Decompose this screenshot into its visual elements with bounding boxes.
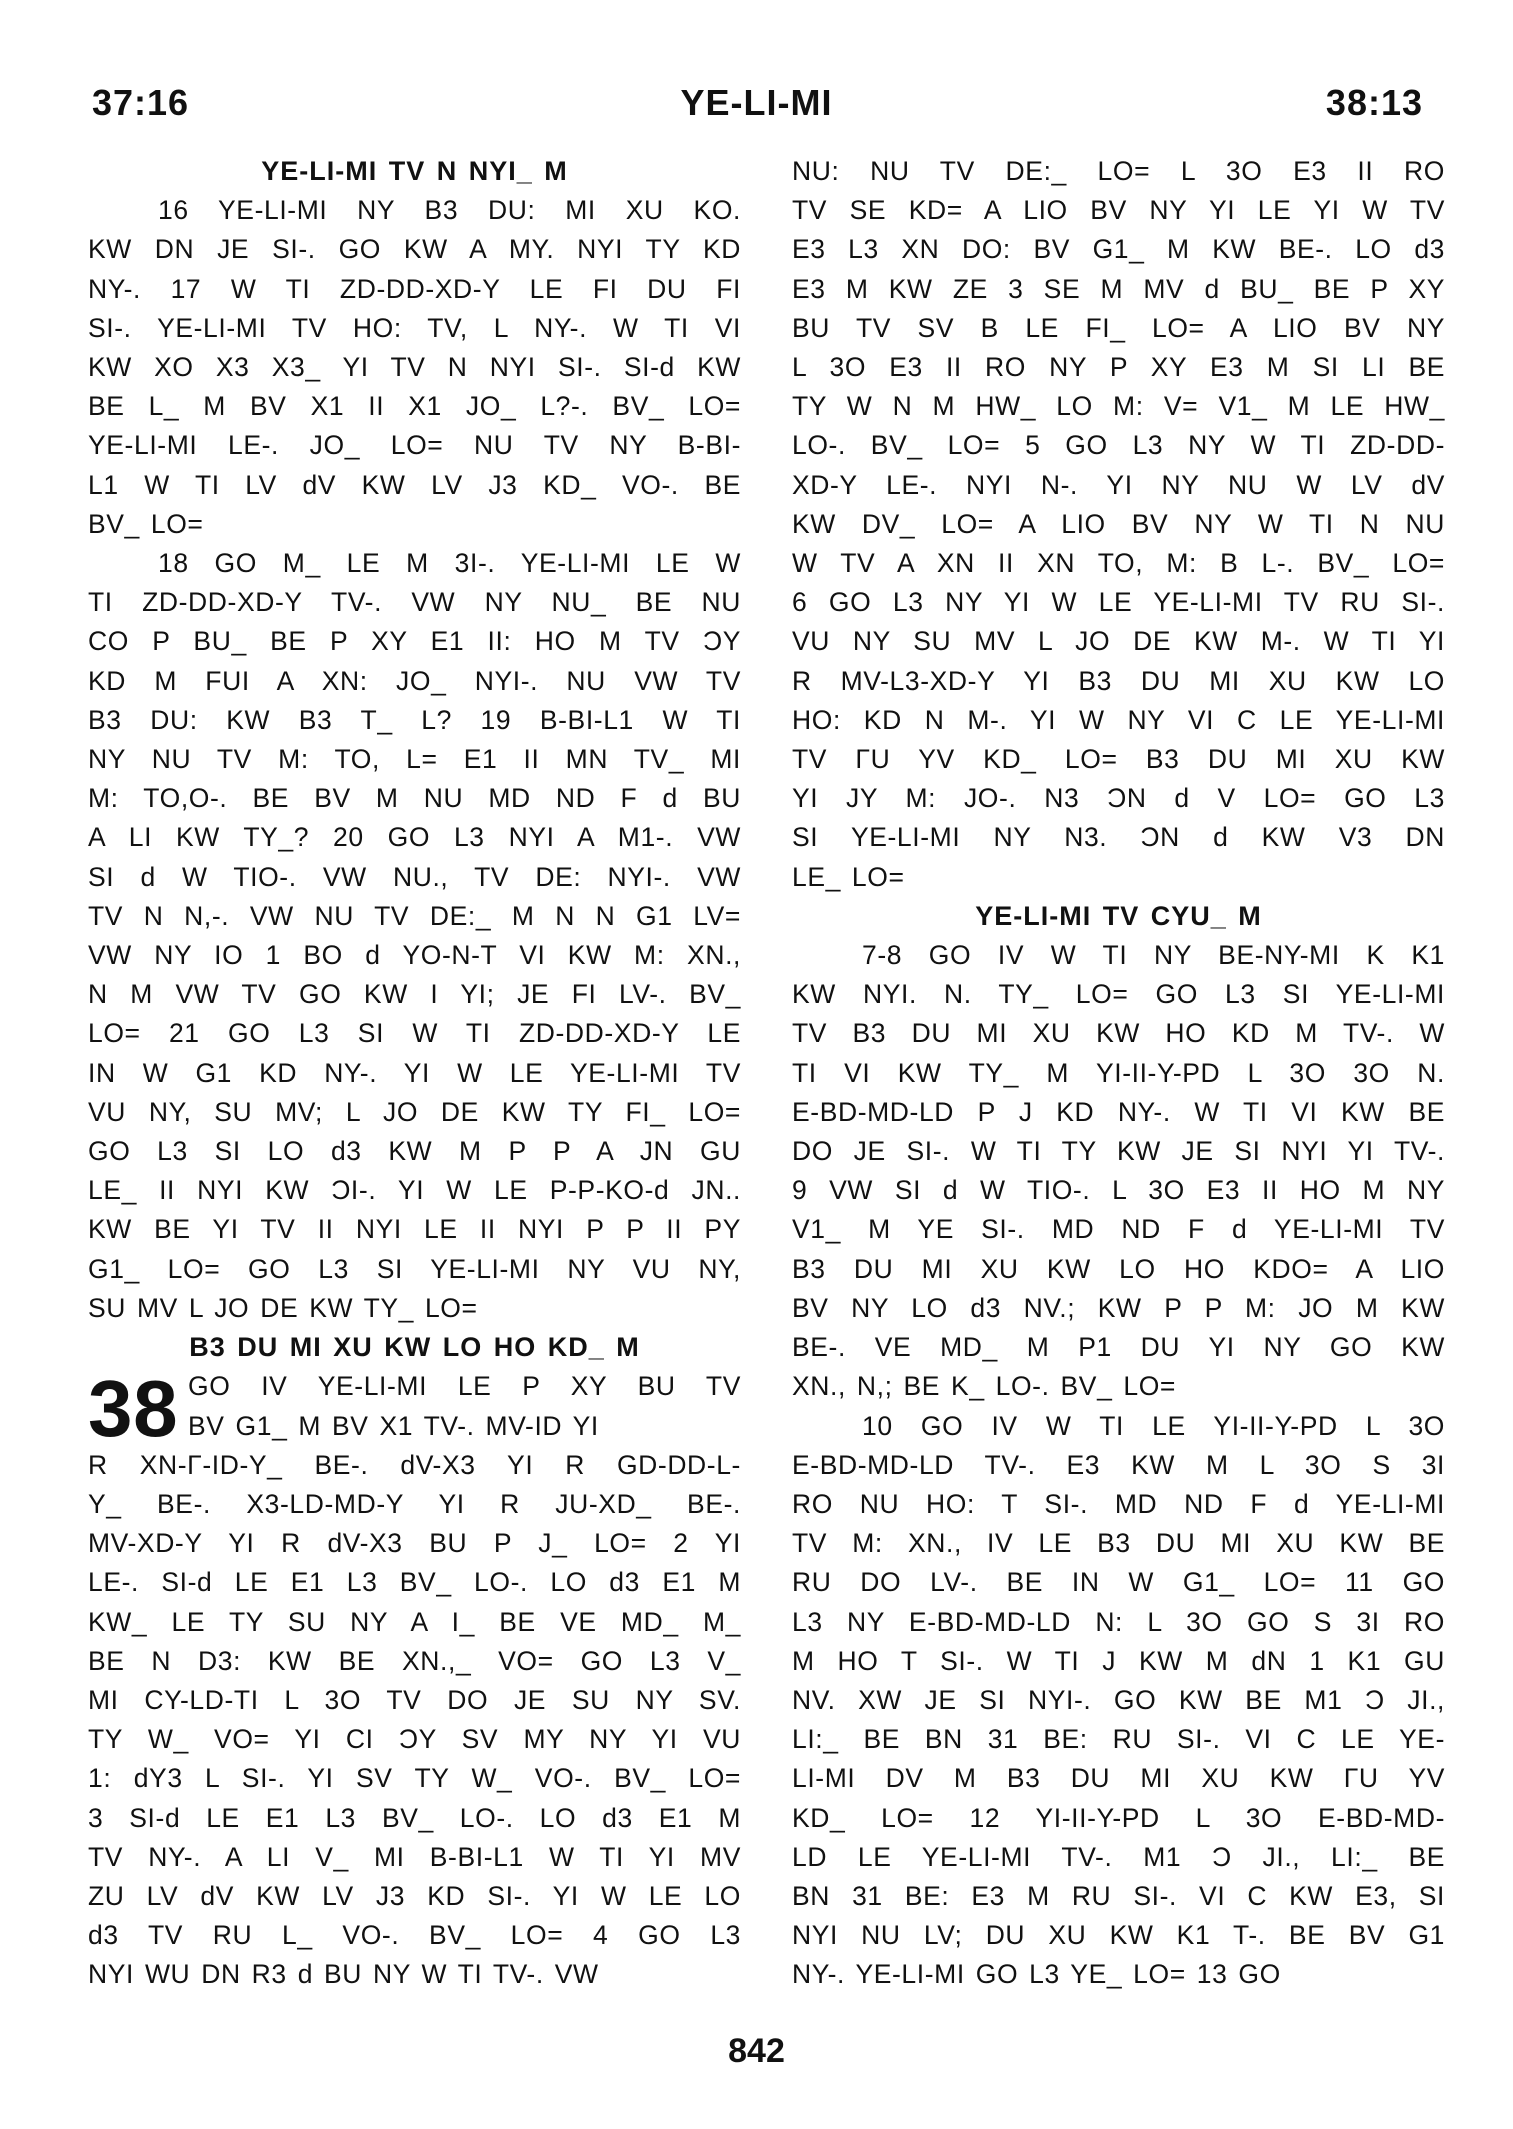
text-line: KW DV_ LO= A LIO BV NY W TI N NU — [792, 508, 1445, 539]
text-line: 18 GO M_ LE M 3I-. YE-LI-MI LE W — [158, 548, 741, 579]
text-line: N M VW TV GO KW I YI; JE FI LV-. BV_ — [88, 979, 741, 1010]
section-heading: YE-LI-MI TV N NYI_ M — [261, 156, 568, 186]
text-line: TY W_ VO= YI CI ϽY SV MY NY YI VU — [88, 1724, 741, 1755]
text-line: VU NY, SU MV; L JO DE KW TY FI_ LO= — [88, 1096, 741, 1127]
paragraph — [88, 1446, 741, 1995]
section-heading: B3 DU MI XU KW LO HO KD_ M — [189, 1332, 640, 1363]
text-line: L 3O E3 II RO NY P XY E3 M SI LI BE — [792, 352, 1445, 383]
text-line: KD M FUI A XN: JO_ NYI-. NU VW TV — [88, 665, 741, 696]
text-line: LO= 21 GO L3 SI W TI ZD-DD-XD-Y LE — [88, 1018, 741, 1049]
text-line: MI CY-LD-TI L 3O TV DO JE SU NY SV. — [88, 1684, 741, 1715]
left-column — [88, 152, 741, 1995]
right-column — [792, 152, 1445, 1995]
text-line: BE-. VE MD_ M P1 DU YI NY GO KW — [792, 1332, 1445, 1363]
text-line: BV_ LO= — [88, 508, 204, 539]
header-right-reference: 38:13 — [1325, 82, 1423, 123]
text-line: DO JE SI-. W TI TY KW JE SI NYI YI TV-. — [792, 1136, 1445, 1167]
text-line: RO NU HO: T SI-. MD ND F d YE-LI-MI — [792, 1488, 1445, 1519]
text-line: NY NU TV M: TO, L= E1 II MN TV_ MI — [88, 744, 741, 775]
text-line: LE_ LO= — [792, 861, 905, 892]
text-line: E3 L3 XN DO: BV G1_ M KW BE-. LO d3 — [792, 234, 1445, 265]
text-line: KW NYI. N. TY_ LO= GO L3 SI YE-LI-MI — [792, 979, 1445, 1010]
text-line: YI JY M: JO-. N3 ϽN d V LO= GO L3 — [792, 783, 1445, 814]
text-line: LI:_ BE BN 31 BE: RU SI-. VI C LE YE- — [792, 1724, 1445, 1755]
text-line: L3 NY E-BD-MD-LD N: L 3O GO S 3I RO — [792, 1606, 1445, 1637]
text-line: KD_ LO= 12 YI-II-Y-PD L 3O E-BD-MD- — [792, 1802, 1445, 1833]
text-line: KW_ LE TY SU NY A I_ BE VE MD_ M_ — [88, 1606, 741, 1637]
text-line: TI ZD-DD-XD-Y TV-. VW NY NU_ BE NU — [88, 587, 741, 618]
chapter-start — [88, 1364, 741, 1454]
text-line: 3 SI-d LE E1 L3 BV_ LO-. LO d3 E1 M — [88, 1802, 741, 1833]
text-line: SU MV L JO DE KW TY_ LO= — [88, 1292, 478, 1323]
section-heading: YE-LI-MI TV CYU_ M — [975, 900, 1262, 931]
text-line: YE-LI-MI LE-. JO_ LO= NU TV NY B-BI- — [88, 430, 741, 461]
text-line: BV NY LO d3 NV.; KW P P M: JO M KW — [792, 1292, 1445, 1323]
text-line: G1_ LO= GO L3 SI YE-LI-MI NY VU NY, — [88, 1253, 741, 1284]
text-line: GO L3 SI LO d3 KW M P P A JN GU — [88, 1136, 741, 1167]
paragraph — [792, 1407, 1445, 1995]
text-line: SI d W TIO-. VW NU., TV DE: NYI-. VW — [88, 861, 741, 892]
text-line: TY W N M HW_ LO M: V= V1_ M LE HW_ — [792, 391, 1445, 422]
text-line: KW DN JE SI-. GO KW A MY. NYI TY KD — [88, 234, 741, 265]
text-line: GO IV YE-LI-MI LE P XY BU TV — [188, 1371, 741, 1402]
text-line: TI VI KW TY_ M YI-II-Y-PD L 3O 3O N. — [792, 1057, 1445, 1088]
text-line: LD LE YE-LI-MI TV-. M1 Ͻ JI., LI:_ BE — [792, 1841, 1445, 1872]
text-line: IN W G1 KD NY-. YI W LE YE-LI-MI TV — [88, 1057, 741, 1088]
text-line: BE N D3: KW BE XN.,_ VO= GO L3 V_ — [88, 1645, 741, 1676]
text-line: Y_ BE-. X3-LD-MD-Y YI R JU-XD_ BE-. — [88, 1488, 741, 1519]
text-line: SI-. YE-LI-MI TV HO: TV, L NY-. W TI VI — [88, 312, 741, 343]
text-line: NYI WU DN R3 d BU NY W TI TV-. VW — [88, 1959, 599, 1990]
text-line: E-BD-MD-LD P J KD NY-. W TI VI KW BE — [792, 1096, 1445, 1127]
text-line: R XN-Γ-ID-Y_ BE-. dV-X3 YI R GD-DD-L- — [88, 1449, 741, 1480]
text-line: d3 TV RU L_ VO-. BV_ LO= 4 GO L3 — [88, 1920, 741, 1951]
text-line: 10 GO IV W TI LE YI-II-Y-PD L 3O — [862, 1410, 1445, 1441]
paragraph — [88, 544, 741, 1328]
text-line: SI YE-LI-MI NY N3. ϽN d KW V3 DN — [792, 822, 1445, 853]
text-line: LE_ II NYI KW ϽI-. YI W LE P-P-KO-d JN.. — [88, 1175, 741, 1206]
text-line: R MV-L3-XD-Y YI B3 DU MI XU KW LO — [792, 665, 1445, 696]
text-line: LI-MI DV M B3 DU MI XU KW ΓU YV — [792, 1763, 1445, 1794]
text-line: XD-Y LE-. NYI N-. YI NY NU W LV dV — [792, 469, 1445, 500]
text-line: TV SE KD= A LIO BV NY YI LE YI W TV — [792, 195, 1445, 226]
text-line: 16 YE-LI-MI NY B3 DU: MI XU KO. — [158, 195, 741, 226]
text-line: 9 VW SI d W TIO-. L 3O E3 II HO M NY — [792, 1175, 1445, 1206]
text-line: NY-. 17 W TI ZD-DD-XD-Y LE FI DU FI — [88, 273, 741, 304]
text-line: BU TV SV B LE FI_ LO= A LIO BV NY — [792, 312, 1445, 343]
paragraph — [792, 936, 1445, 1406]
paragraph — [792, 152, 1445, 897]
text-line: M HO T SI-. W TI J KW M dN 1 K1 GU — [792, 1645, 1445, 1676]
text-line: LE-. SI-d LE E1 L3 BV_ LO-. LO d3 E1 M — [88, 1567, 741, 1598]
text-line: KW XO X3 X3_ YI TV N NYI SI-. SI-d KW — [88, 352, 741, 383]
text-line: NYI NU LV; DU XU KW K1 T-. BE BV G1 — [792, 1920, 1445, 1951]
text-line: TV ΓU YV KD_ LO= B3 DU MI XU KW — [792, 744, 1445, 775]
header-book-title: YE-LI-MI — [680, 82, 833, 123]
text-line: NV. XW JE SI NYI-. GO KW BE M1 Ͻ JI., — [792, 1684, 1445, 1715]
text-line: RU DO LV-. BE IN W G1_ LO= 11 GO — [792, 1567, 1445, 1598]
chapter-indented-lines — [88, 1367, 741, 1445]
page-number: 842 — [728, 2032, 785, 2070]
chapter-number: 38 — [88, 1364, 179, 1454]
text-line: MV-XD-Y YI R dV-X3 BU P J_ LO= 2 YI — [88, 1528, 741, 1559]
text-line: ZU LV dV KW LV J3 KD SI-. YI W LE LO — [88, 1880, 741, 1911]
text-line: XN., N,; BE K_ LO-. BV_ LO= — [792, 1371, 1176, 1402]
text-line: VU NY SU MV L JO DE KW M-. W TI YI — [792, 626, 1445, 657]
text-line: HO: KD N M-. YI W NY VI C LE YE-LI-MI — [792, 704, 1445, 735]
text-line: LO-. BV_ LO= 5 GO L3 NY W TI ZD-DD- — [792, 430, 1445, 461]
text-line: CO P BU_ BE P XY E1 II: HO M TV ϽY — [88, 626, 741, 657]
text-line: V1_ M YE SI-. MD ND F d YE-LI-MI TV — [792, 1214, 1445, 1245]
text-line: 1: dY3 L SI-. YI SV TY W_ VO-. BV_ LO= — [88, 1763, 741, 1794]
header-left-reference: 37:16 — [92, 82, 190, 123]
text-line: L1 W TI LV dV KW LV J3 KD_ VO-. BE — [88, 469, 741, 500]
text-line: 7-8 GO IV W TI NY BE-NY-MI K K1 — [862, 940, 1445, 971]
text-line: TV NY-. A LI V_ MI B-BI-L1 W TI YI MV — [88, 1841, 741, 1872]
paragraph — [88, 191, 741, 544]
text-line: VW NY IO 1 BO d YO-N-T VI KW M: XN., — [88, 940, 741, 971]
text-line: BN 31 BE: E3 M RU SI-. VI C KW E3, SI — [792, 1880, 1445, 1911]
text-line: KW BE YI TV II NYI LE II NYI P P II PY — [88, 1214, 741, 1245]
text-line: E3 M KW ZE 3 SE M MV d BU_ BE P XY — [792, 273, 1445, 304]
text-line: A LI KW TY_? 20 GO L3 NYI A M1-. VW — [88, 822, 741, 853]
text-line: NU: NU TV DE:_ LO= L 3O E3 II RO — [792, 156, 1445, 186]
text-line: BE L_ M BV X1 II X1 JO_ L?-. BV_ LO= — [88, 391, 741, 422]
text-line: E-BD-MD-LD TV-. E3 KW M L 3O S 3I — [792, 1449, 1445, 1480]
text-line: BV G1_ M BV X1 TV-. MV-ID YI — [188, 1410, 599, 1441]
text-line: M: TO,O-. BE BV M NU MD ND F d BU — [88, 783, 741, 814]
text-line: TV N N,-. VW NU TV DE:_ M N N G1 LV= — [88, 900, 741, 931]
text-line: NY-. YE-LI-MI GO L3 YE_ LO= 13 GO — [792, 1959, 1281, 1990]
text-line: W TV A XN II XN TO, M: B L-. BV_ LO= — [792, 548, 1445, 579]
text-line: B3 DU: KW B3 T_ L? 19 B-BI-L1 W TI — [88, 704, 741, 735]
text-line: TV B3 DU MI XU KW HO KD M TV-. W — [792, 1018, 1445, 1049]
text-line: 6 GO L3 NY YI W LE YE-LI-MI TV RU SI-. — [792, 587, 1445, 618]
text-line: TV M: XN., IV LE B3 DU MI XU KW BE — [792, 1528, 1445, 1559]
text-line: B3 DU MI XU KW LO HO KDO= A LIO — [792, 1253, 1445, 1284]
